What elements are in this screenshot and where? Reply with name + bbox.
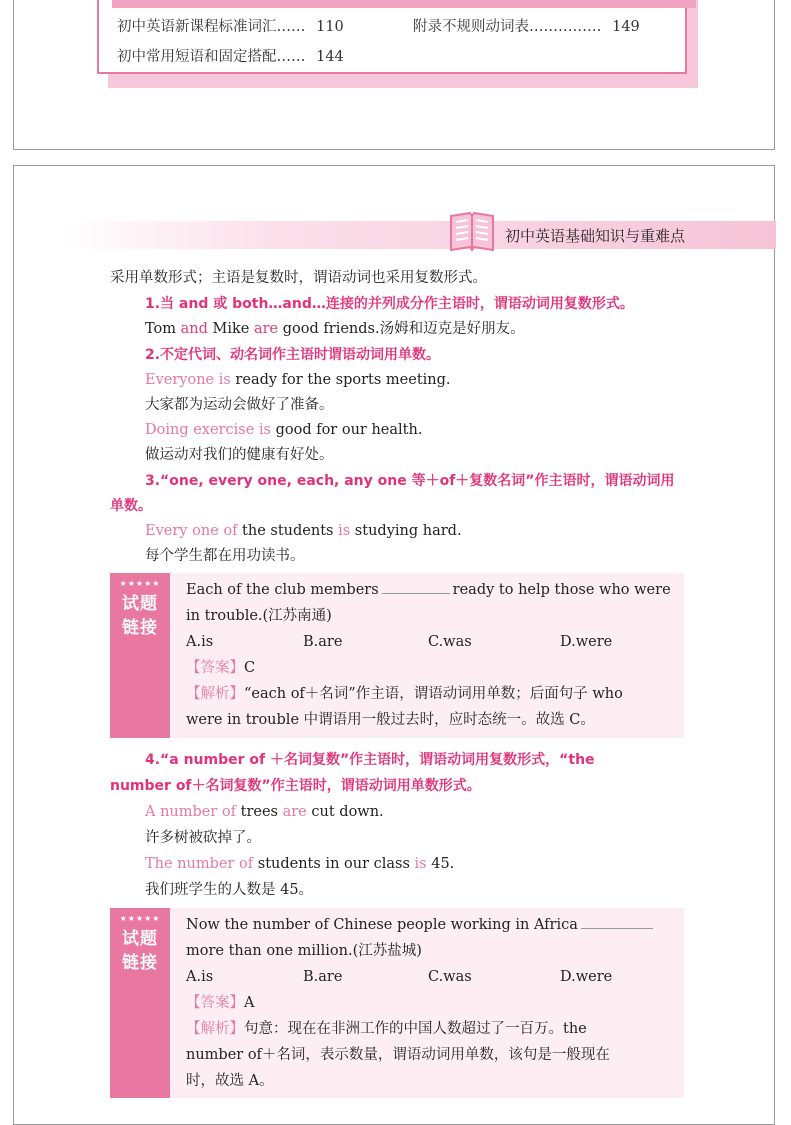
stars-icon: ★★★★★ — [119, 914, 161, 923]
highlight-text: The number of — [145, 856, 254, 872]
highlight-text: and — [180, 321, 208, 337]
book-icon — [448, 210, 496, 254]
answer-line — [186, 658, 255, 678]
option-d[interactable]: D.were — [560, 969, 613, 985]
example-text: cut down. — [306, 804, 384, 820]
option-d[interactable]: D.were — [560, 634, 613, 650]
option-a[interactable]: A.is — [186, 634, 214, 650]
option-b[interactable]: B.are — [303, 634, 343, 650]
explanation-label: 【解析】 — [186, 1021, 244, 1037]
question-text: Now the number of Chinese people working in Africa — [186, 917, 578, 933]
option-c[interactable]: C.was — [428, 969, 472, 985]
toc-entry-phrases[interactable] — [117, 45, 344, 66]
intro-text: 采用单数形式；主语是复数时，谓语动词也采用复数形式。 — [110, 270, 487, 286]
rule-3: 3.“one, every one, each, any one 等＋of＋复数名词”作主语时，谓语动词用 — [145, 473, 675, 489]
highlight-text: are — [282, 804, 307, 820]
example-3 — [145, 420, 422, 440]
answer-blank[interactable] — [581, 928, 653, 929]
explanation-label: 【解析】 — [186, 686, 244, 702]
example-text: 45. — [426, 856, 455, 872]
question-text: Each of the club members — [186, 582, 379, 598]
example-text: trees — [236, 804, 283, 820]
example-6-translation: 我们班学生的人数是 45。 — [145, 882, 314, 898]
exercise-tag-line1: 试题 — [122, 929, 158, 949]
explanation-text: 句意：现在在非洲工作的中国人数超过了一百万。the — [244, 1021, 587, 1037]
explanation-text-cont: 时，故选 A。 — [186, 1073, 274, 1089]
highlight-text: is — [338, 523, 351, 539]
exercise-tag-line2: 链接 — [122, 953, 158, 973]
question-text: ready to help those who were — [452, 582, 671, 598]
highlight-text: Doing exercise is — [145, 422, 271, 438]
highlight-text: is — [414, 856, 427, 872]
toc-entry-label: 附录不规则动词表…………… — [413, 19, 602, 35]
explanation-text-cont: number of＋名词，表示数量，谓语动词用单数，该句是一般现在 — [186, 1047, 610, 1063]
example-5 — [145, 802, 384, 822]
example-1 — [145, 319, 525, 339]
answer-value: A — [244, 995, 255, 1011]
answer-label: 【答案】 — [186, 995, 244, 1011]
exercise-tag-2 — [110, 908, 170, 1098]
exercise-tag-line2: 链接 — [122, 618, 158, 638]
toc-entry-page: 110 — [316, 19, 344, 35]
highlight-text: are — [253, 321, 279, 337]
example-5-translation: 许多树被砍掉了。 — [145, 830, 261, 846]
explanation-line — [186, 1019, 587, 1039]
example-text: good friends.汤姆和迈克是好朋友。 — [278, 321, 525, 337]
rule-3-cont: 单数。 — [110, 498, 152, 514]
highlight-text: Everyone is — [145, 372, 231, 388]
exercise-tag-line1: 试题 — [122, 594, 158, 614]
answer-label: 【答案】 — [186, 660, 244, 676]
toc-card-bar — [112, 0, 696, 8]
example-4-translation: 每个学生都在用功读书。 — [145, 548, 305, 564]
example-4 — [145, 521, 462, 541]
example-3-translation: 做运动对我们的健康有好处。 — [145, 447, 334, 463]
example-text: students in our class — [253, 856, 415, 872]
highlight-text: A number of — [145, 804, 237, 820]
answer-blank[interactable] — [382, 593, 450, 594]
rule-2: 2.不定代词、动名词作主语时谓语动词用单数。 — [145, 347, 441, 363]
toc-entry-label: 初中英语新课程标准词汇…… — [117, 19, 306, 35]
example-text: studying hard. — [350, 523, 462, 539]
toc-entry-label: 初中常用短语和固定搭配…… — [117, 49, 306, 65]
highlight-text: Every one of — [145, 523, 238, 539]
answer-value: C — [244, 660, 256, 676]
example-text: the students — [237, 523, 339, 539]
toc-entry-vocabulary[interactable] — [117, 15, 344, 36]
rule-4: 4.“a number of ＋名词复数”作主语时，谓语动词用复数形式，“the — [145, 752, 595, 768]
stars-icon: ★★★★★ — [119, 579, 161, 588]
exercise-2-question — [186, 915, 653, 935]
explanation-line — [186, 684, 623, 704]
option-c[interactable]: C.was — [428, 634, 472, 650]
explanation-text: “each of＋名词”作主语，谓语动词用单数；后面句子 who — [244, 686, 623, 702]
example-2-translation: 大家都为运动会做好了准备。 — [145, 397, 334, 413]
answer-line — [186, 993, 254, 1013]
exercise-1-question-cont: in trouble.(江苏南通) — [186, 608, 332, 624]
option-a[interactable]: A.is — [186, 969, 214, 985]
example-text: good for our health. — [270, 422, 423, 438]
rule-4-cont: number of＋名词复数”作主语时，谓语动词用单数形式。 — [110, 778, 481, 794]
exercise-2-question-cont: more than one million.(江苏盐城) — [186, 943, 422, 959]
toc-entry-page: 144 — [316, 49, 344, 65]
section-title: 初中英语基础知识与重难点 — [505, 227, 686, 245]
example-2 — [145, 370, 451, 390]
exercise-1-question — [186, 580, 671, 600]
option-b[interactable]: B.are — [303, 969, 343, 985]
toc-entry-page: 149 — [612, 19, 640, 35]
rule-1: 1.当 and 或 both…and…连接的并列成分作主语时，谓语动词用复数形式。 — [145, 296, 634, 312]
example-6 — [145, 854, 454, 874]
example-text: Mike — [207, 321, 254, 337]
example-text: Tom — [145, 321, 181, 337]
example-text: ready for the sports meeting. — [230, 372, 451, 388]
explanation-text-cont: were in trouble 中谓语用一般过去时，应时态统一。故选 C。 — [186, 712, 595, 728]
toc-entry-irregular-verbs[interactable] — [413, 15, 640, 36]
exercise-tag-1 — [110, 573, 170, 738]
